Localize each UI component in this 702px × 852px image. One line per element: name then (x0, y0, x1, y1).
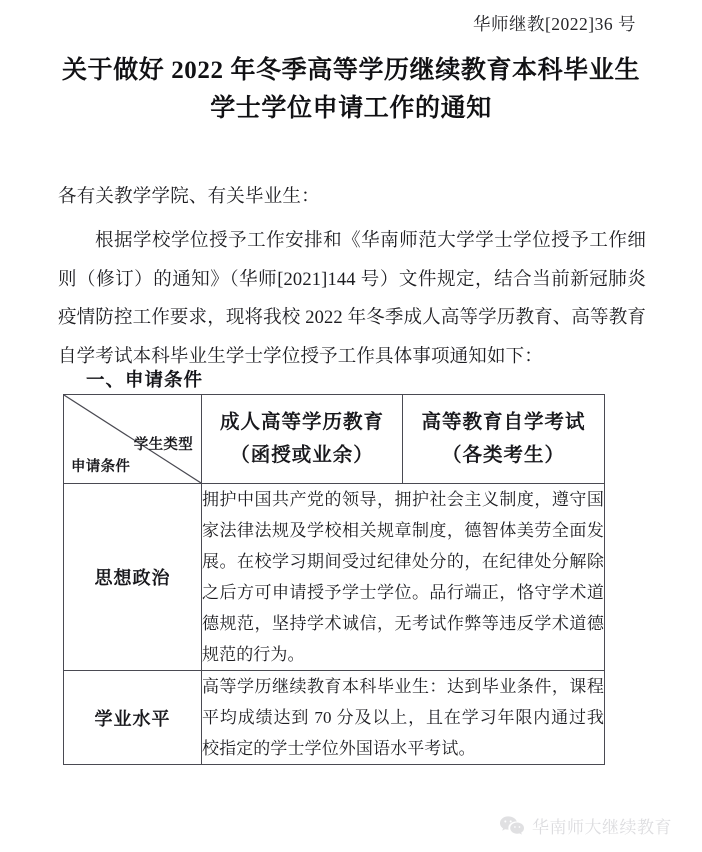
column-header-self-study-exam (403, 395, 605, 484)
section-heading-application-conditions: 一、申请条件 (86, 371, 204, 391)
document-number: 华师继教[2022]36 号 (472, 14, 636, 34)
salutation: 各有关教学学院、有关毕业生： (58, 187, 320, 207)
watermark-label: 华南师大继续教育 (532, 818, 672, 837)
row-label-ideological-political: 思想政治 (64, 484, 202, 671)
column-header-adult-education-line-2: （函授或业余） (230, 445, 374, 466)
table-header-row (64, 395, 605, 484)
table-row (64, 484, 605, 671)
title-line-2: 学士学位申请工作的通知 (210, 95, 492, 122)
column-header-self-study-exam-line-2: （各类考生） (441, 445, 565, 466)
column-header-adult-education-line-1: 成人高等学历教育 (219, 412, 384, 433)
body-paragraph-1: 根据学校学位授予工作安排和《华南师范大学学士学位授予工作细则（修订）的通知》（华师[2021]144 号）文件规定，结合当前新冠肺炎疫情防控工作要求，现将我校 2022 年冬季成人高等学历教育、高等教育自学考试本科毕业生学士学位授予工作具体事项通知如下： (58, 231, 647, 367)
row-content-ideological-political: 拥护中国共产党的领导，拥护社会主义制度，遵守国家法律法规及学校相关规章制度，德智体美劳全面发展。在校学习期间受过纪律处分的，在纪律处分解除之后方可申请授予学士学位。品行端正，恪守学术道德规范，坚持学术诚信，无考试作弊等违反学术道德规范的行为。 (202, 484, 605, 671)
footer-watermark (499, 813, 672, 838)
application-conditions-table (63, 394, 605, 765)
table-row (64, 671, 605, 765)
corner-label-application-condition: 申请条件 (71, 459, 131, 475)
corner-label-student-type: 学生类型 (133, 437, 193, 453)
row-label-academic-level: 学业水平 (64, 671, 202, 765)
row-content-academic-level: 高等学历继续教育本科毕业生：达到毕业条件，课程平均成绩达到 70 分及以上，且在学习年限内通过我校指定的学士学位外国语水平考试。 (202, 671, 605, 765)
wechat-icon (499, 815, 525, 837)
document-body (58, 178, 646, 376)
column-header-adult-education (202, 395, 403, 484)
column-header-self-study-exam-line-1: 高等教育自学考试 (421, 412, 586, 433)
document-title (0, 52, 702, 128)
title-line-1: 关于做好 2022 年冬季高等学历继续教育本科毕业生 (61, 57, 641, 84)
table-corner-diagonal-cell (64, 395, 202, 484)
